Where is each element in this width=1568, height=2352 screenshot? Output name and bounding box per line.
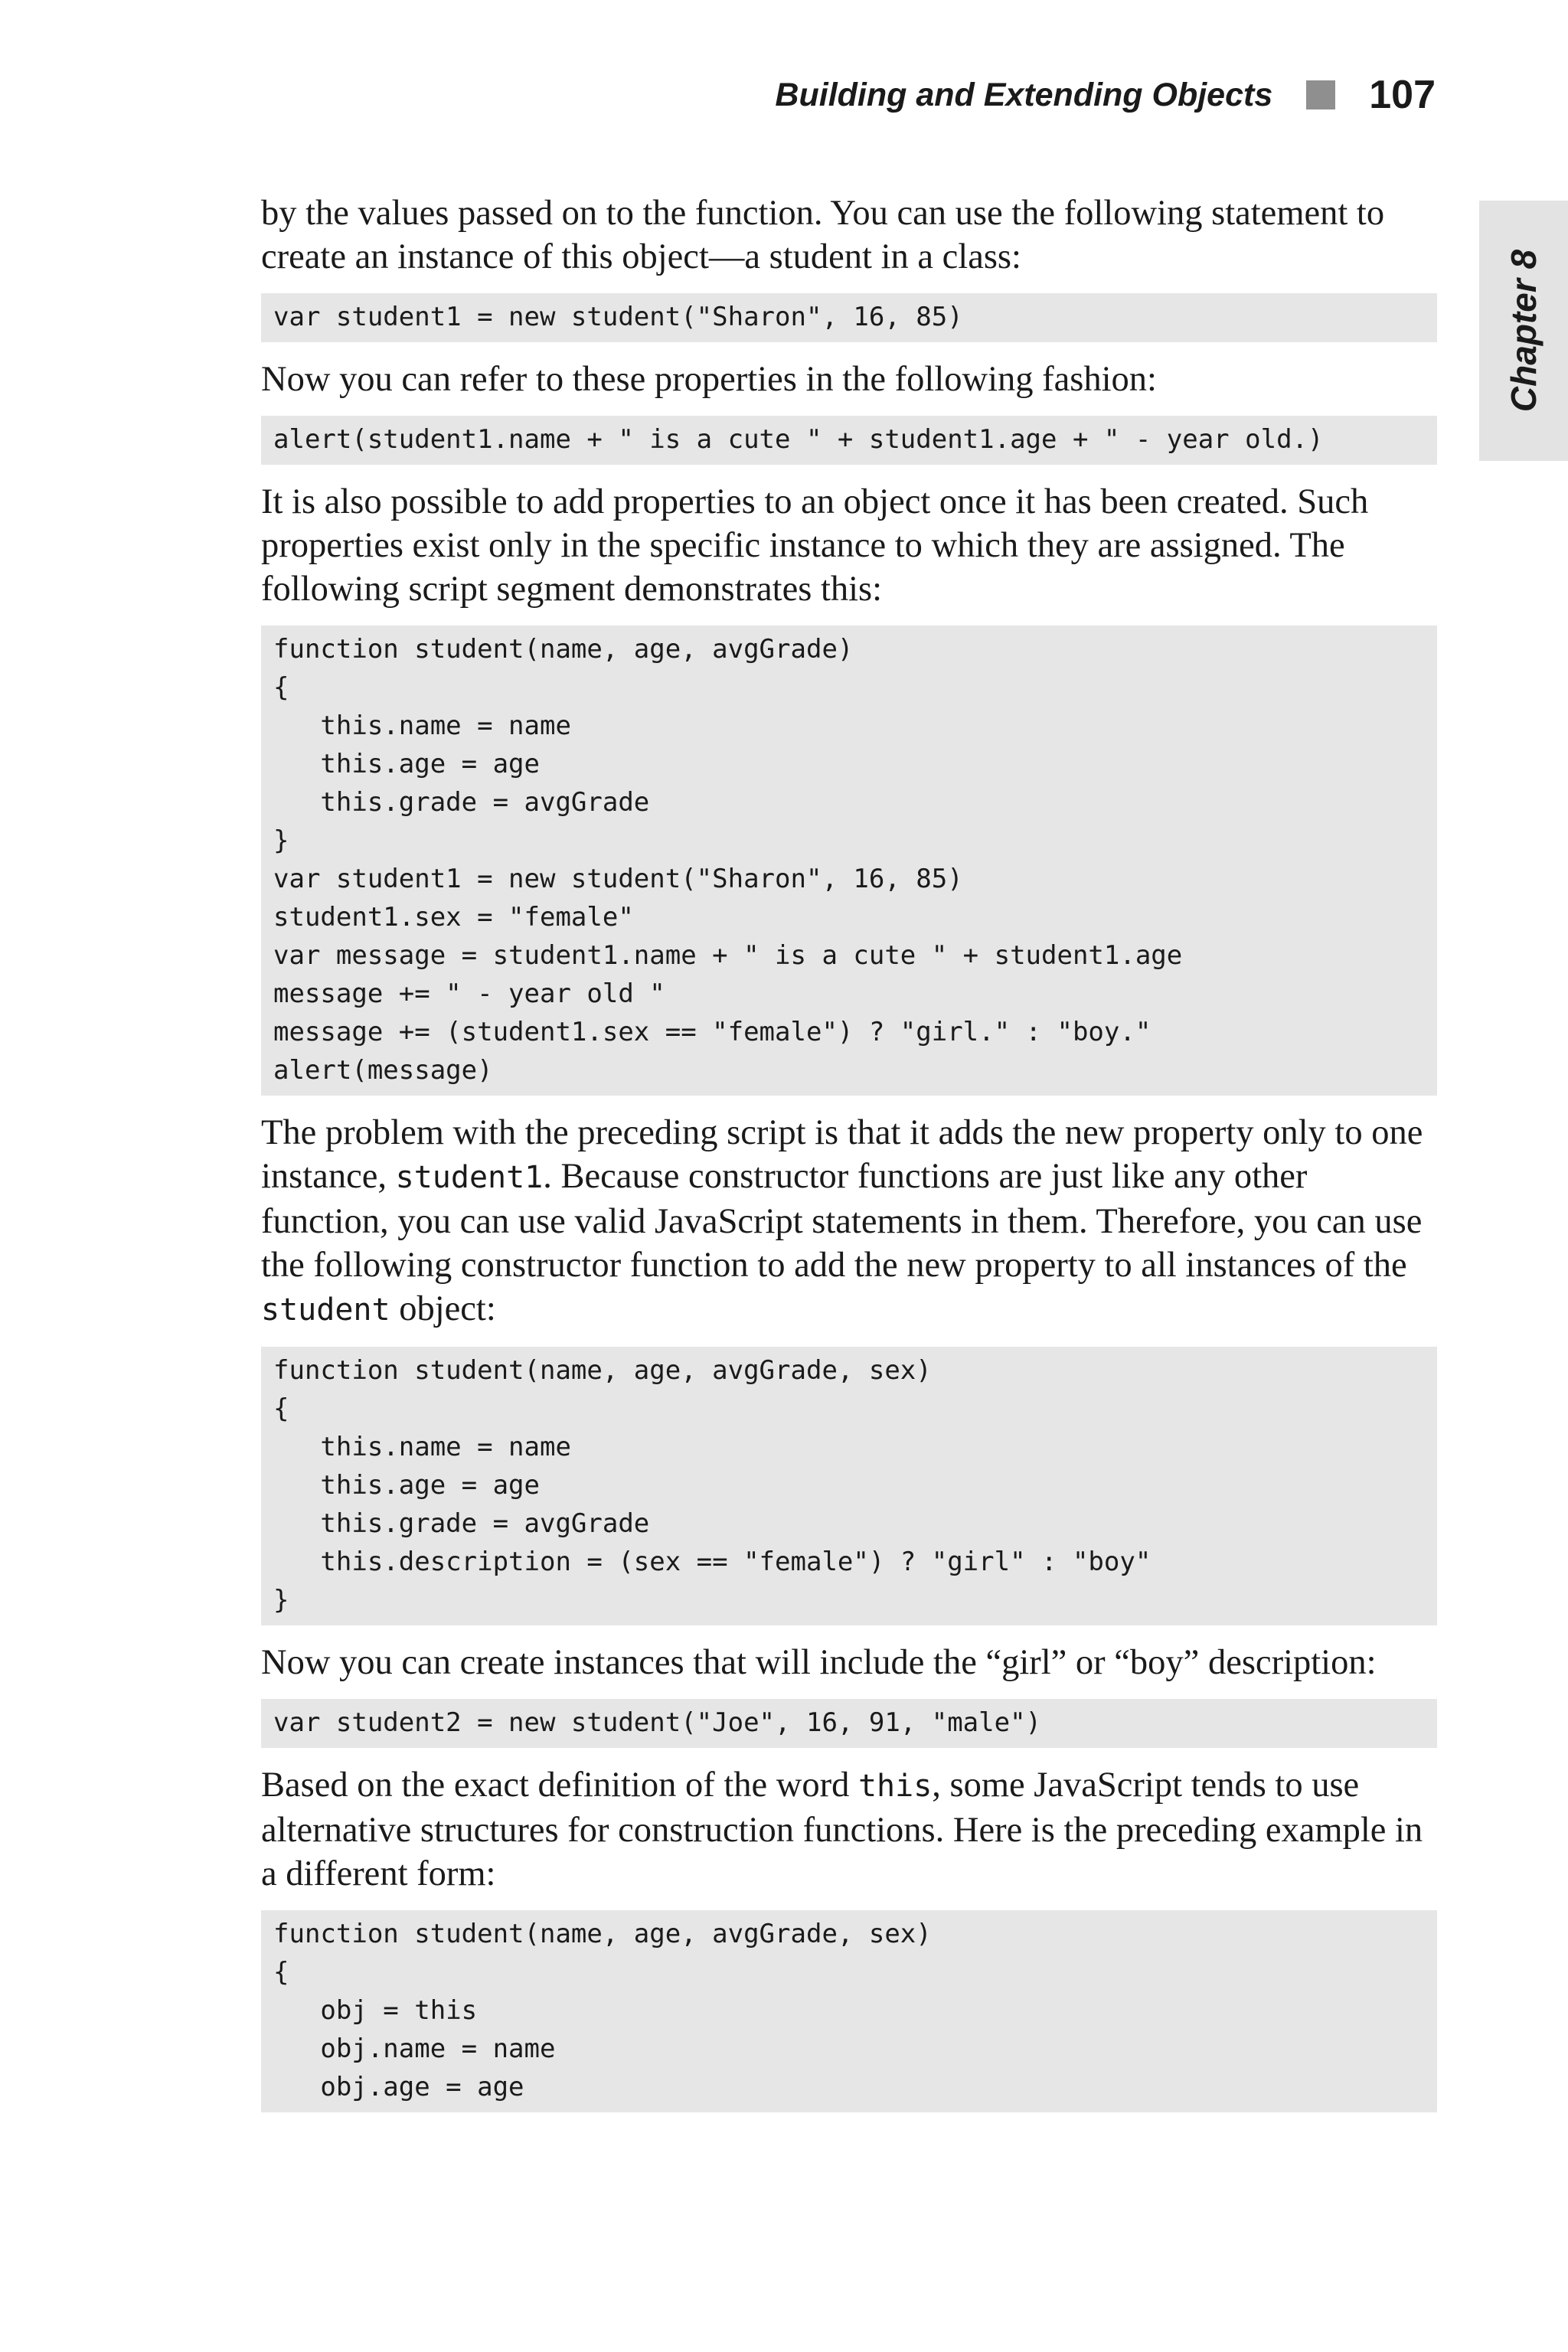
code-line: this.grade = avgGrade <box>273 1508 650 1539</box>
paragraph-4-text-e: object: <box>390 1289 496 1328</box>
paragraph-3: It is also possible to add properties to an object once it has been created. Such properties exist only in the specific instance to which they are assigned. The following script segment demonstrates this: <box>261 482 1369 609</box>
paragraph-1: by the values passed on to the function. You can use the following statement to create an instance of this object—a student in a class: <box>261 194 1385 276</box>
code-line: function student(name, age, avgGrade, sex) <box>273 1355 932 1386</box>
code-block-3 <box>261 626 1437 1096</box>
code-line: this.description = (sex == "female") ? "girl" : "boy" <box>273 1547 1152 1577</box>
code-line: this.grade = avgGrade <box>273 787 650 818</box>
code-line: } <box>273 1585 289 1615</box>
code-block-2 <box>261 416 1437 465</box>
code-block-4 <box>261 1347 1437 1625</box>
code-line: this.age = age <box>273 1470 540 1501</box>
code-line: { <box>273 672 289 703</box>
code-block-1 <box>261 293 1437 342</box>
code-line: message += " - year old " <box>273 978 665 1009</box>
paragraph-4-text-c: . Because constructor functions are just like any other function, you can use valid JavaScript statements in them. Therefore, you can use the following constructor function to add the new property to all instances of the <box>261 1157 1423 1285</box>
code-line: message += (student1.sex == "female") ? "girl." : "boy." <box>273 1017 1152 1047</box>
inline-code-this: this <box>858 1769 933 1804</box>
code-block-5 <box>261 1699 1437 1748</box>
code-line: function student(name, age, avgGrade, sex) <box>273 1919 932 1949</box>
chapter-tab-label: Chapter 8 <box>1504 249 1544 413</box>
code-line: var student2 = new student("Joe", 16, 91, "male") <box>273 1707 1042 1738</box>
code-line: obj.name = name <box>273 2034 556 2064</box>
paragraph-2: Now you can refer to these properties in the following fashion: <box>261 360 1157 399</box>
code-line: function student(name, age, avgGrade) <box>273 634 854 665</box>
paragraph-4-text-a: The problem with the preceding script is that it adds the new property only to one instance, <box>261 1113 1423 1196</box>
paragraph-6 <box>261 1763 1437 1896</box>
chapter-tab <box>1479 201 1568 461</box>
code-line: { <box>273 1957 289 1988</box>
code-line: student1.sex = "female" <box>273 902 634 933</box>
code-line: obj.age = age <box>273 2072 524 2102</box>
header-square-icon <box>1306 80 1335 109</box>
code-line: } <box>273 825 289 856</box>
section-title: Building and Extending Objects <box>775 76 1273 113</box>
code-block-6 <box>261 1910 1437 2112</box>
code-line: var message = student1.name + " is a cute " + student1.age <box>273 940 1183 971</box>
code-line: alert(message) <box>273 1055 493 1086</box>
page-body <box>261 191 1437 2112</box>
code-line: var student1 = new student("Sharon", 16, 85) <box>273 302 963 332</box>
inline-code-student1: student1 <box>395 1160 544 1195</box>
code-line: alert(student1.name + " is a cute " + student1.age + " - year old.) <box>273 424 1324 455</box>
code-line: obj = this <box>273 1995 478 2026</box>
running-header <box>0 67 1436 122</box>
inline-code-student: student <box>261 1292 390 1328</box>
paragraph-4 <box>261 1111 1437 1332</box>
code-line: var student1 = new student("Sharon", 16, 85) <box>273 864 963 894</box>
paragraph-6-text-c: , some JavaScript tends to use alternative structures for construction functions. Here is the preceding example in a different form: <box>261 1766 1423 1893</box>
paragraph-6-text-a: Based on the exact definition of the word <box>261 1766 858 1805</box>
code-line: this.name = name <box>273 1432 571 1462</box>
page-number: 107 <box>1369 73 1436 117</box>
code-line: this.age = age <box>273 749 540 779</box>
paragraph-5: Now you can create instances that will include the “girl” or “boy” description: <box>261 1643 1377 1682</box>
code-line: { <box>273 1393 289 1424</box>
code-line: this.name = name <box>273 710 571 741</box>
